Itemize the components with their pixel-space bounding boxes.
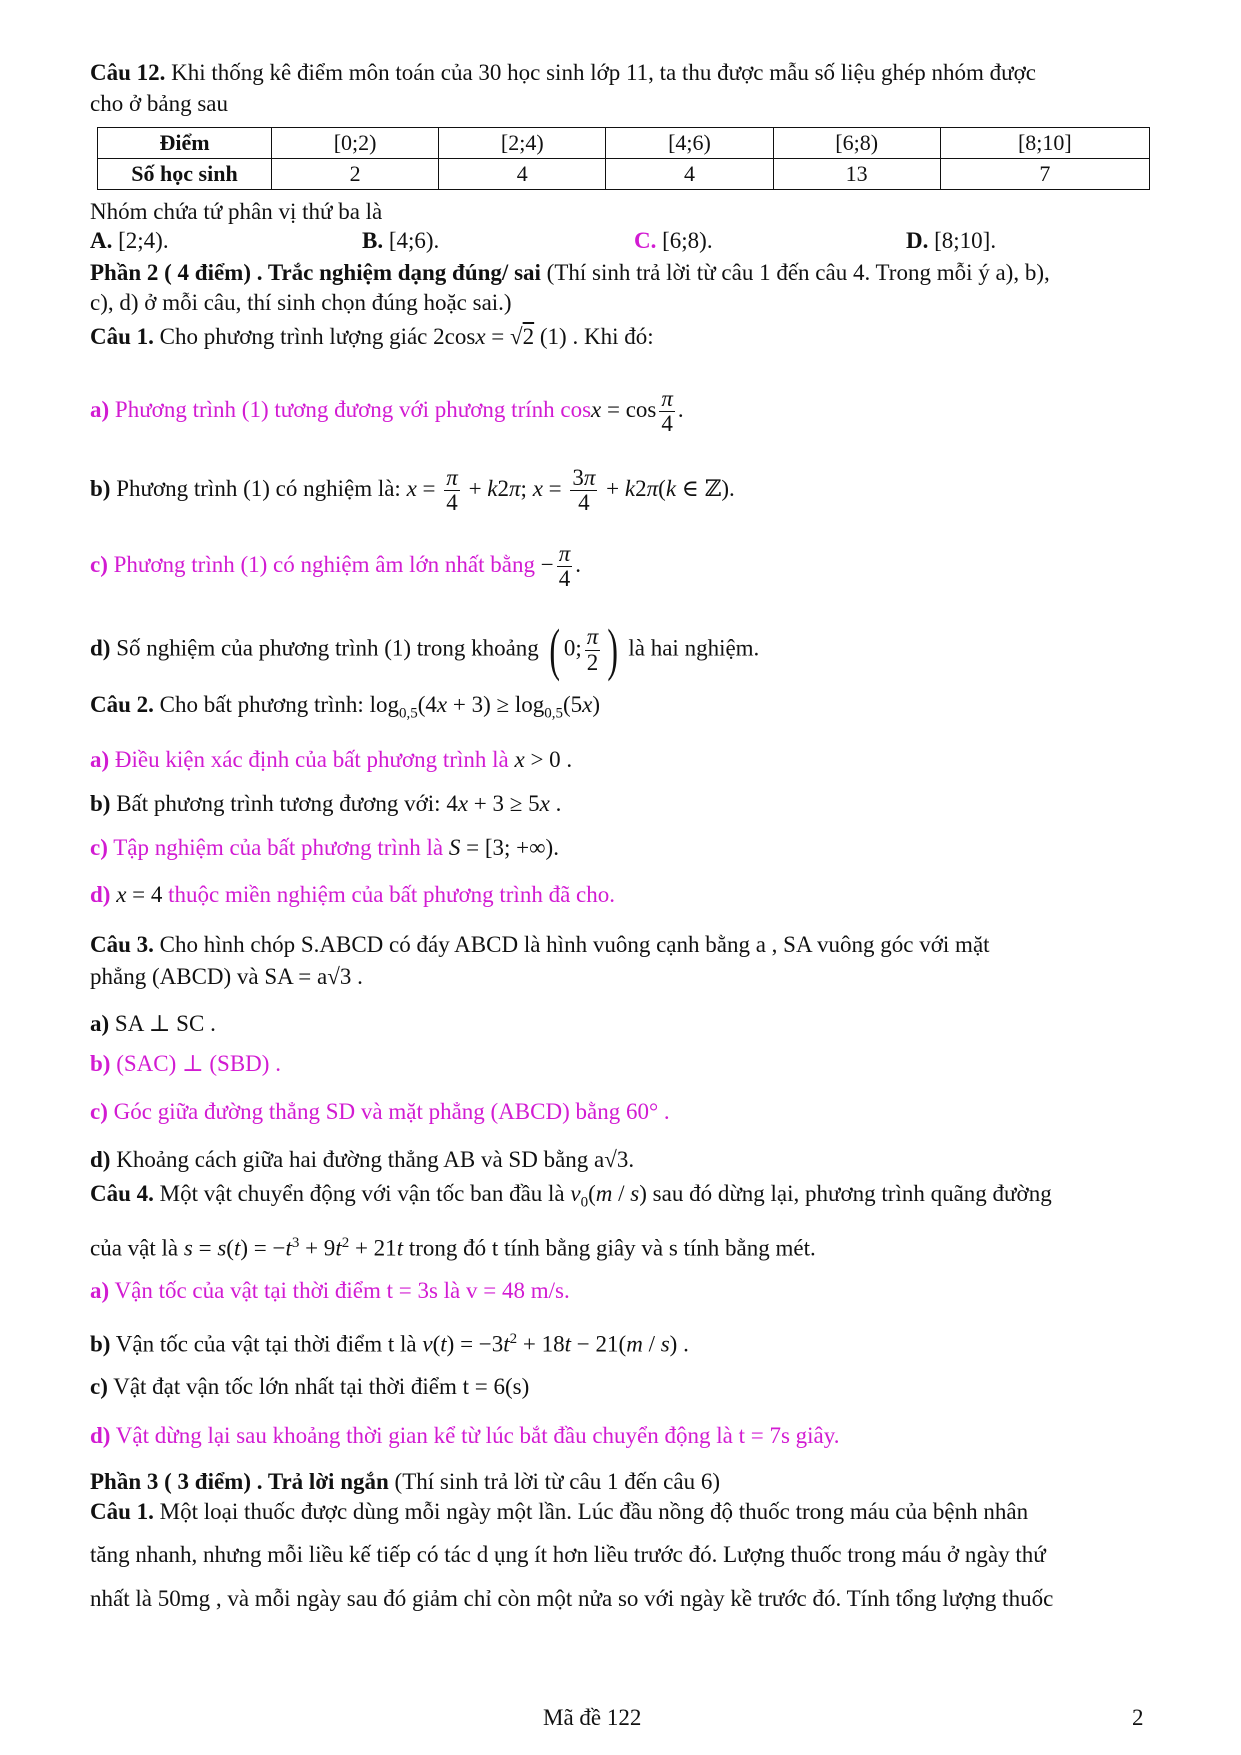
table-cell: 2 [272,159,439,190]
p2q4-a: a) Vận tốc của vật tại thời điểm t = 3s là v = 48 m/s. [90,1278,570,1303]
q12-question: Nhóm chứa tứ phân vị thứ ba là [90,199,383,224]
p2q2-d: d) x = 4 thuộc miền nghiệm của bất phương trình đã cho. [90,882,615,907]
part3-heading: Phần 3 ( 3 điểm) . Trả lời ngắn (Thí sinh trả lời từ câu 1 đến câu 6) [90,1469,720,1494]
part2-desc: c), d) ở mỗi câu, thí sinh chọn đúng hoặc sai.) [90,290,512,315]
table-cell: 7 [940,159,1149,190]
table-cell: 4 [606,159,773,190]
p2q1-c: c) Phương trình (1) có nghiệm âm lớn nhất bằng − $\frac{\pi}{4}$ . [90,541,581,592]
p2q3-d: d) Khoảng cách giữa hai đường thẳng AB và SD bằng a√3. [90,1147,635,1172]
p2q1-a: a) Phương trình (1) tương đương với phương trính cosx = cos $\frac{\pi}{4}$ . [90,386,684,437]
p2q4-line1: Câu 4. Một vật chuyển động với vận tốc ban đầu là $v_0(m / s)$ sau đó dừng lại, phương trình quãng đường [90,1181,1052,1211]
page-number: 2 [1132,1705,1144,1730]
table-cell: [2;4) [439,128,606,159]
p2q2-c: c) Tập nghiệm của bất phương trình là S = [3; +∞). [90,835,559,860]
p2q2-b: b) Bất phương trình tương đương với: 4x + 3 ≥ 5x . [90,791,562,816]
q12-option-d[interactable]: D. [8;10]. [906,228,997,253]
table-header-cell: Số học sinh [98,159,272,190]
q12-option-a[interactable]: A. [2;4). [90,228,169,253]
p2q1-stem: Câu 1. Cho phương trình lượng giác 2cosx = √2 (1) . Khi đó: [90,324,654,349]
p2q3-b: b) (SAC) ⊥ (SBD) . [90,1051,281,1076]
table-cell: [6;8) [773,128,940,159]
p3q1-line2: tăng nhanh, nhưng mỗi liều kế tiếp có tác d ụng ít hơn liều trước đó. Lượng thuốc trong máu ở ngày thứ [90,1542,1046,1567]
p2q3-c: c) Góc giữa đường thẳng SD và mặt phẳng (ABCD) bằng 60° . [90,1099,670,1124]
p2q4-c: c) Vật đạt vận tốc lớn nhất tại thời điểm t = 6(s) [90,1374,530,1399]
exam-code: Mã đề 122 [543,1705,642,1730]
score-table [97,127,1150,190]
p2q4-b: b) Vận tốc của vật tại thời điểm t là $v(t) = -3t^2 + 18t - 21(m / s)$ . [90,1331,689,1357]
q12-label: Câu 12. [90,60,166,85]
p2q2-stem: Câu 2. Cho bất phương trình: $\log_{0,5}(4x + 3) \ge \log_{0,5}(5x)$ [90,692,601,722]
p2q3-a: a) SA ⊥ SC . [90,1011,216,1036]
p2q2-a: a) Điều kiện xác định của bất phương trình là x > 0 . [90,747,573,772]
q12-line1: Câu 12. Khi thống kê điểm môn toán của 30 học sinh lớp 11, ta thu được mẫu số liệu ghép nhóm được [90,60,1036,85]
p3q1-line3: nhất là 50mg , và mỗi ngày sau đó giảm chỉ còn một nửa so với ngày kề trước đó. Tính tổng lượng thuốc [90,1586,1054,1611]
table-row [98,159,1150,190]
p2q3-line1: Câu 3. Cho hình chóp S.ABCD có đáy ABCD là hình vuông cạnh bằng a , SA vuông góc với mặt [90,932,990,957]
p2q3-line2: phẳng (ABCD) và SA = a√3 . [90,964,363,989]
q12-line2: cho ở bảng sau [90,91,228,116]
p2q1-b: b) Phương trình (1) có nghiệm là: x = $\frac{\pi}{4}$ + k2π; x = $\frac{3\pi}{4}$ + k2π(k ∈ ℤ). [90,465,735,516]
table-cell: [8;10] [940,128,1149,159]
p2q4-line2: của vật là $s = s(t) = -t^3 + 9t^2 + 21t$ trong đó t tính bằng giây và s tính bằng mét. [90,1235,816,1261]
table-row [98,128,1150,159]
table-cell: 4 [439,159,606,190]
q12-option-c[interactable]: C. [6;8). [634,228,713,253]
table-cell: [0;2) [272,128,439,159]
table-cell: 13 [773,159,940,190]
p2q4-d: d) Vật dừng lại sau khoảng thời gian kể từ lúc bắt đầu chuyển động là t = 7s giây. [90,1423,840,1448]
p2q1-d: d) Số nghiệm của phương trình (1) trong khoảng ( 0; $\frac{\pi}{2}$ ) là hai nghiệm. [90,617,760,682]
part2-heading: Phần 2 ( 4 điểm) . Trắc nghiệm dạng đúng/ sai (Thí sinh trả lời từ câu 1 đến câu 4. Trong mỗi ý a), b), [90,260,1050,285]
p3q1-line1: Câu 1. Một loại thuốc được dùng mỗi ngày một lần. Lúc đầu nồng độ thuốc trong máu của bệnh nhân [90,1499,1029,1524]
q12-option-b[interactable]: B. [4;6). [362,228,440,253]
table-header-cell: Điểm [98,128,272,159]
table-cell: [4;6) [606,128,773,159]
